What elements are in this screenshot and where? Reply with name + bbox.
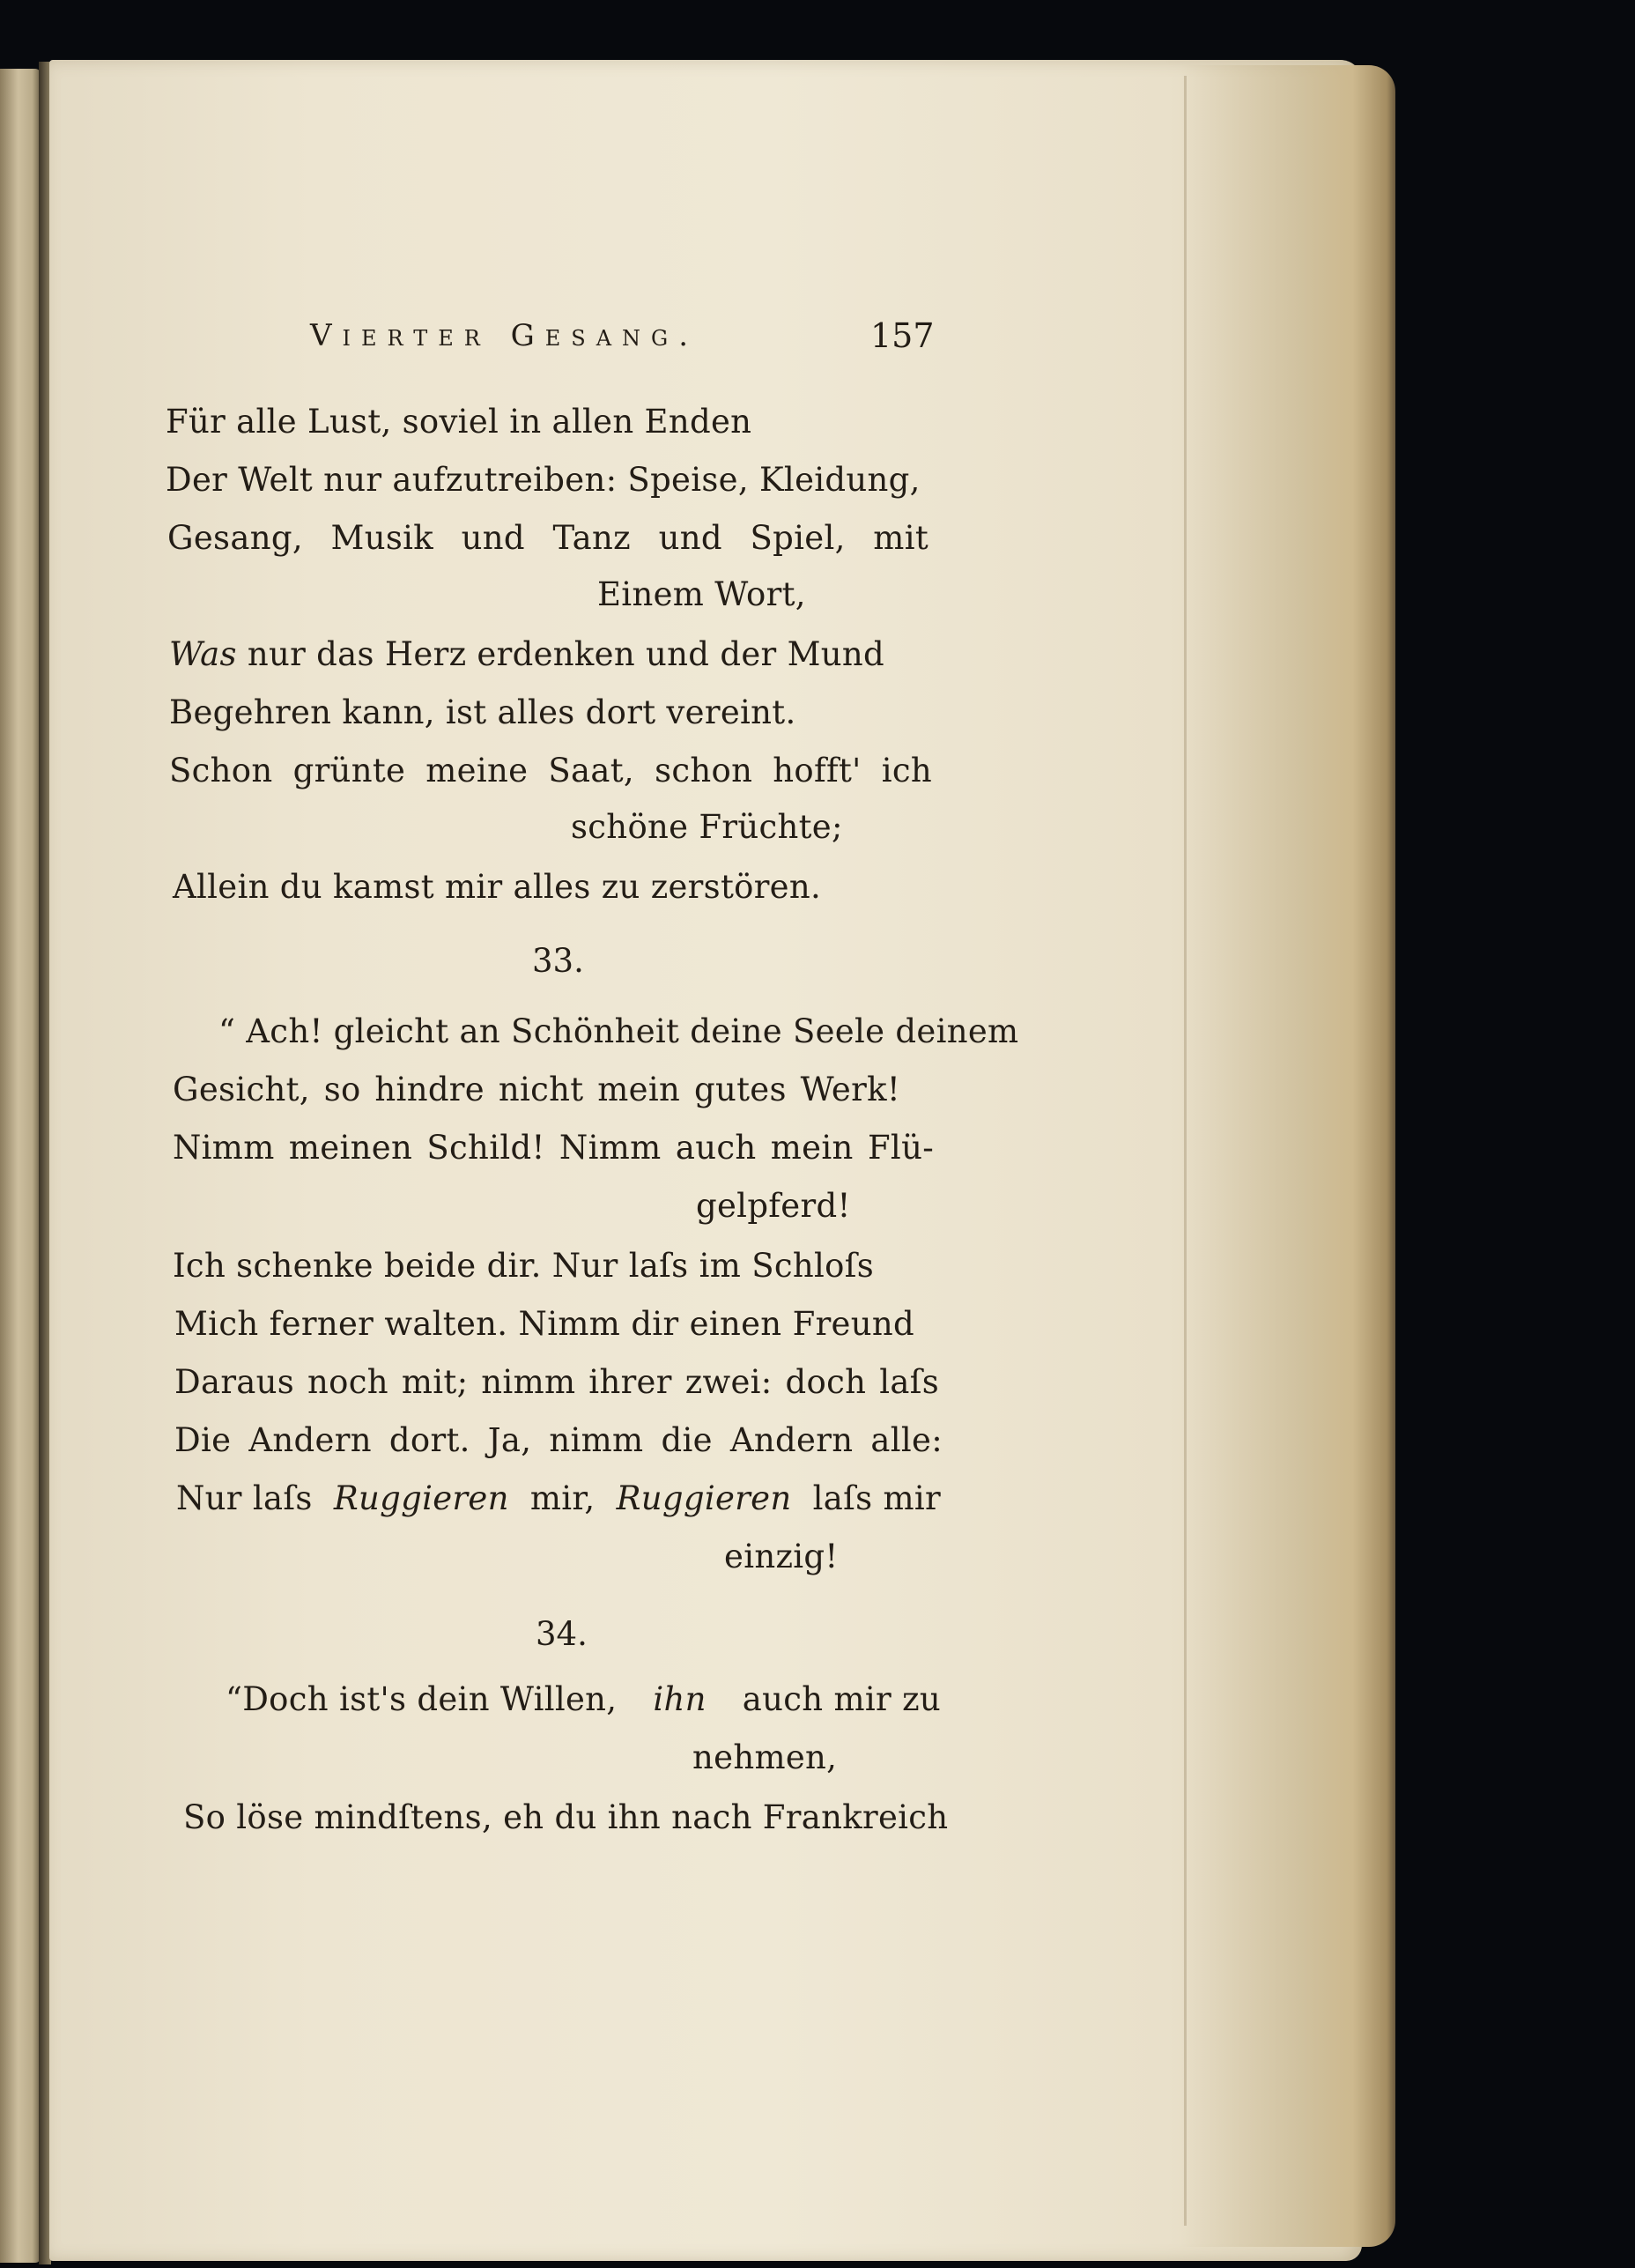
verse-line: Für alle Lust, soviel in allen Enden — [166, 403, 752, 441]
verse-line-continuation: Einem Wort, — [597, 575, 806, 613]
verse-line: Nimm meinen Schild! Nimm auch mein Flü- — [173, 1129, 934, 1167]
verse-line-text: nur das Herz erdenken und der Mund — [247, 635, 885, 673]
verse-line — [176, 1479, 941, 1517]
verse-line — [169, 635, 885, 673]
page-number: 157 — [870, 316, 935, 355]
stanza-number: 33. — [532, 942, 584, 980]
italic-name: Ruggieren — [616, 1479, 792, 1517]
verse-line: Mich ferner walten. Nimm dir einen Freund — [174, 1305, 914, 1343]
verse-line-continuation: gelpferd! — [696, 1187, 851, 1225]
verse-line-continuation: schöne Früchte; — [571, 808, 843, 846]
italic-word: ihn — [653, 1680, 707, 1718]
verse-line: Ich schenke beide dir. Nur laſs im Schloſs — [173, 1247, 874, 1285]
verse-line: Schon grünte meine Saat, schon hofft' ich — [169, 752, 932, 789]
verse-text: auch mir zu — [742, 1680, 941, 1718]
verse-line: Gesicht, so hindre nicht mein gutes Werk! — [173, 1071, 900, 1108]
verse-line-continuation: nehmen, — [692, 1738, 838, 1776]
running-title: Vierter Gesang. — [310, 318, 699, 353]
verse-line: Allein du kamst mir alles zu zerstören. — [173, 868, 822, 906]
verse-text: “Doch ist's dein Willen, — [226, 1680, 618, 1718]
verse-line: “ Ach! gleicht an Schönheit deine Seele deinem — [218, 1012, 1019, 1050]
verse-text: laſs mir — [812, 1479, 941, 1517]
verse-line: Begehren kann, ist alles dort vereint. — [169, 693, 796, 731]
verse-text: mir, — [529, 1479, 596, 1517]
verse-line: So löse mindſtens, eh du ihn nach Frankreich — [183, 1798, 949, 1836]
stanza-number: 34. — [536, 1615, 588, 1653]
verse-text: Nur laſs — [176, 1479, 313, 1517]
verse-line: Daraus noch mit; nimm ihrer zwei: doch laſs — [174, 1363, 939, 1401]
verse-line-continuation: einzig! — [724, 1538, 839, 1575]
italic-word: Was — [169, 635, 237, 673]
verse-line — [226, 1680, 941, 1718]
verse-line: Gesang, Musik und Tanz und Spiel, mit — [167, 519, 928, 557]
verse-line: Der Welt nur aufzutreiben: Speise, Kleidung, — [166, 461, 921, 499]
verse-line: Die Andern dort. Ja, nimm die Andern alle: — [174, 1421, 943, 1459]
italic-name: Ruggieren — [333, 1479, 509, 1517]
